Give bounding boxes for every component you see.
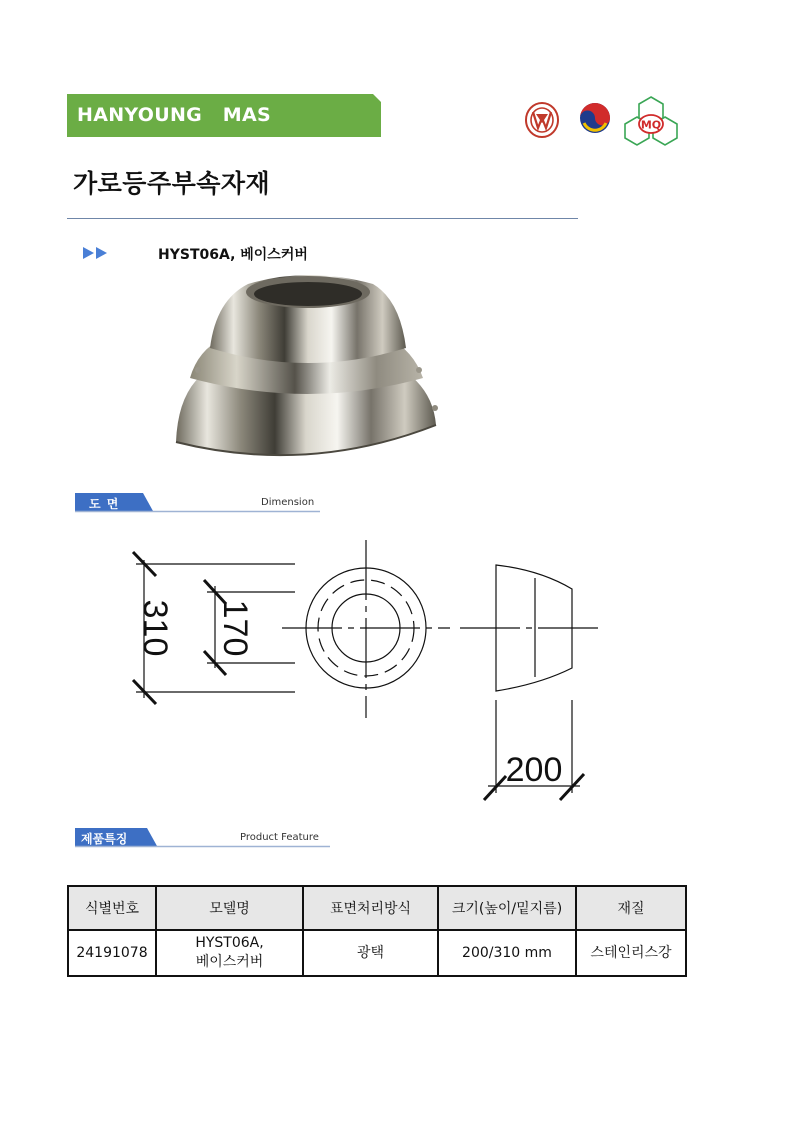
header-finish: 표면처리방식 — [303, 886, 438, 930]
feature-section-bar — [75, 828, 330, 848]
feature-label-en: Product Feature — [240, 832, 319, 843]
table-row — [68, 930, 686, 976]
mq-logo-text: MQ — [640, 118, 662, 132]
taegeuk-emblem-icon — [578, 101, 612, 135]
cell-finish: 광택 — [303, 930, 438, 976]
dimension-label-en: Dimension — [261, 497, 315, 508]
dimension-drawing — [120, 535, 620, 805]
outer-diameter-label: 310 — [136, 599, 175, 657]
cell-material: 스테인리스강 — [576, 930, 686, 976]
cell-model-line2: 베이스커버 — [195, 954, 264, 970]
product-heading: HYST06A, 베이스커버 — [158, 247, 308, 263]
cell-size: 200/310 mm — [438, 930, 576, 976]
double-arrow-icon — [83, 246, 111, 260]
brand-bar — [67, 94, 381, 137]
kc-certification-mark-icon — [524, 101, 560, 139]
header-model: 모델명 — [156, 886, 303, 930]
cell-model-line1: HYST06A, — [195, 935, 264, 951]
page-title: 가로등주부속자재 — [73, 169, 271, 198]
header-id: 식별번호 — [68, 886, 156, 930]
cell-model — [156, 930, 303, 976]
product-photo — [168, 270, 443, 470]
feature-label-ko: 제품특징 — [81, 832, 128, 846]
header-size: 크기(높이/밑지름) — [438, 886, 576, 930]
mq-quality-mark-icon — [623, 95, 679, 147]
dimension-section-bar — [75, 493, 320, 513]
header-material: 재질 — [576, 886, 686, 930]
cell-id: 24191078 — [68, 930, 156, 976]
table-header-row — [68, 886, 686, 930]
dimension-label-ko: 도 면 — [89, 497, 120, 511]
inner-diameter-label: 170 — [216, 599, 255, 657]
title-divider — [67, 218, 578, 219]
height-label: 200 — [505, 751, 563, 789]
spec-table — [67, 885, 687, 977]
brand-name: HANYOUNG MAS — [77, 104, 272, 126]
